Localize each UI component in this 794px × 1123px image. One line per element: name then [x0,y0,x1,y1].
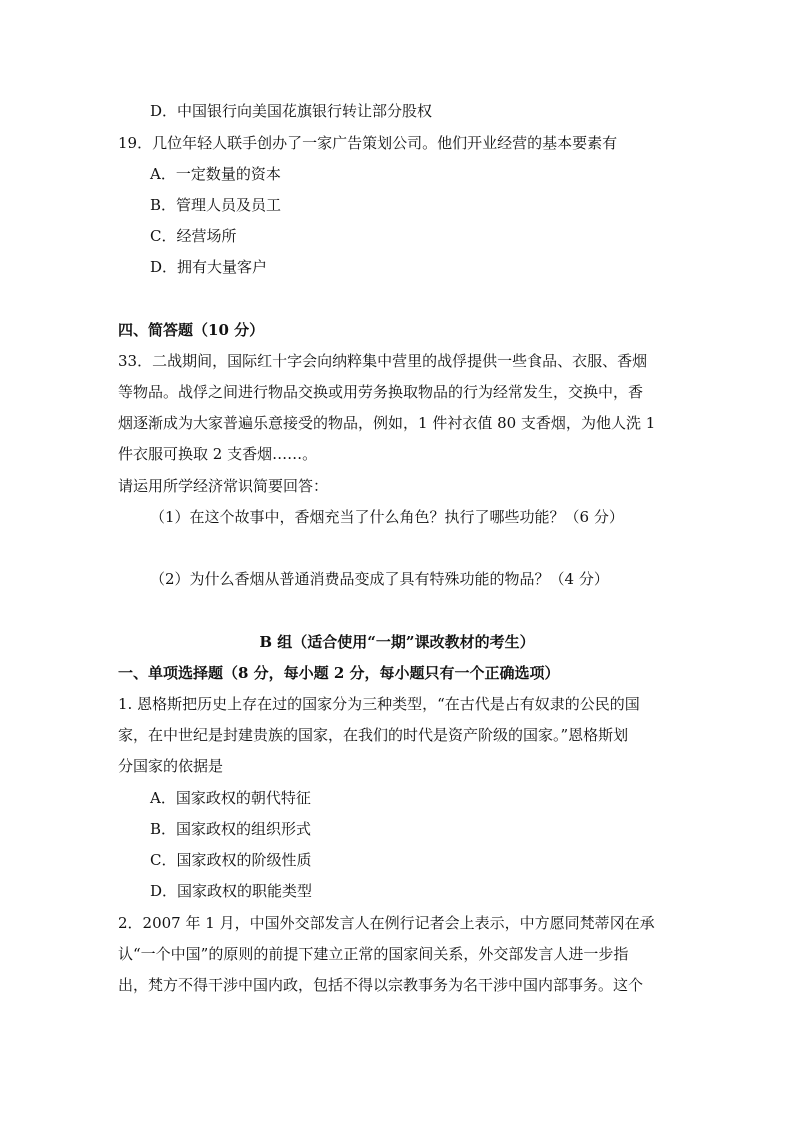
q33-line-3: 烟逐渐成为大家普遍乐意接受的物品，例如，1 件衬衣值 80 支香烟，为他人洗 1 [118,414,656,432]
q1-option-c: C．国家政权的阶级性质 [150,851,312,869]
q33-prompt: 请运用所学经济常识简要回答： [118,477,329,495]
section4-heading: 四、简答题（10 分） [118,321,265,339]
group-b-section1-heading: 一、单项选择题（8 分，每小题 2 分，每小题只有一个正确选项） [118,664,560,682]
q1-option-b: B．国家政权的组织形式 [150,820,312,838]
q2-line-1: 2．2007 年 1 月，中国外交部发言人在例行记者会上表示，中方愿同梵蒂冈在承 [118,914,655,932]
q19-option-d: D．拥有大量客户 [150,258,268,276]
q19-stem: 19．几位年轻人联手创办了一家广告策划公司。他们开业经营的基本要素有 [118,134,618,152]
q2-line-2: 认“一个中国”的原则的前提下建立正常的国家间关系，外交部发言人进一步指 [118,945,629,963]
q1-line-2: 家，在中世纪是封建贵族的国家，在我们的时代是资产阶级的国家。”恩格斯划 [118,726,629,744]
q33-line-4: 件衣服可换取 2 支香烟……。 [118,445,318,463]
q19-option-c: C．经营场所 [150,227,237,245]
q19-option-a: A．一定数量的资本 [150,165,281,183]
q1-option-a: A．国家政权的朝代特征 [150,789,311,807]
q33-line-2: 等物品。战俘之间进行物品交换或用劳务换取物品的行为经常发生，交换中，香 [118,383,644,401]
q18-option-d: D．中国银行向美国花旗银行转让部分股权 [150,102,433,120]
q19-option-b: B．管理人员及员工 [150,196,282,214]
q33-sub-question-1: （1）在这个故事中，香烟充当了什么角色？执行了哪些功能？（6 分） [150,508,624,526]
q33-sub-question-2: （2）为什么香烟从普通消费品变成了具有特殊功能的物品？（4 分） [150,570,609,588]
q2-line-3: 出，梵方不得干涉中国内政，包括不得以宗教事务为名干涉中国内部事务。这个 [118,976,644,994]
q1-line-3: 分国家的依据是 [118,757,224,775]
q1-line-1: 1. 恩格斯把历史上存在过的国家分为三种类型，“在古代是占有奴隶的公民的国 [118,695,640,713]
group-b-title: B 组（适合使用“一期”课改教材的考生） [259,633,535,651]
q33-line-1: 33．二战期间，国际红十字会向纳粹集中营里的战俘提供一些食品、衣服、香烟 [118,352,648,370]
q1-option-d: D．国家政权的职能类型 [150,882,313,900]
